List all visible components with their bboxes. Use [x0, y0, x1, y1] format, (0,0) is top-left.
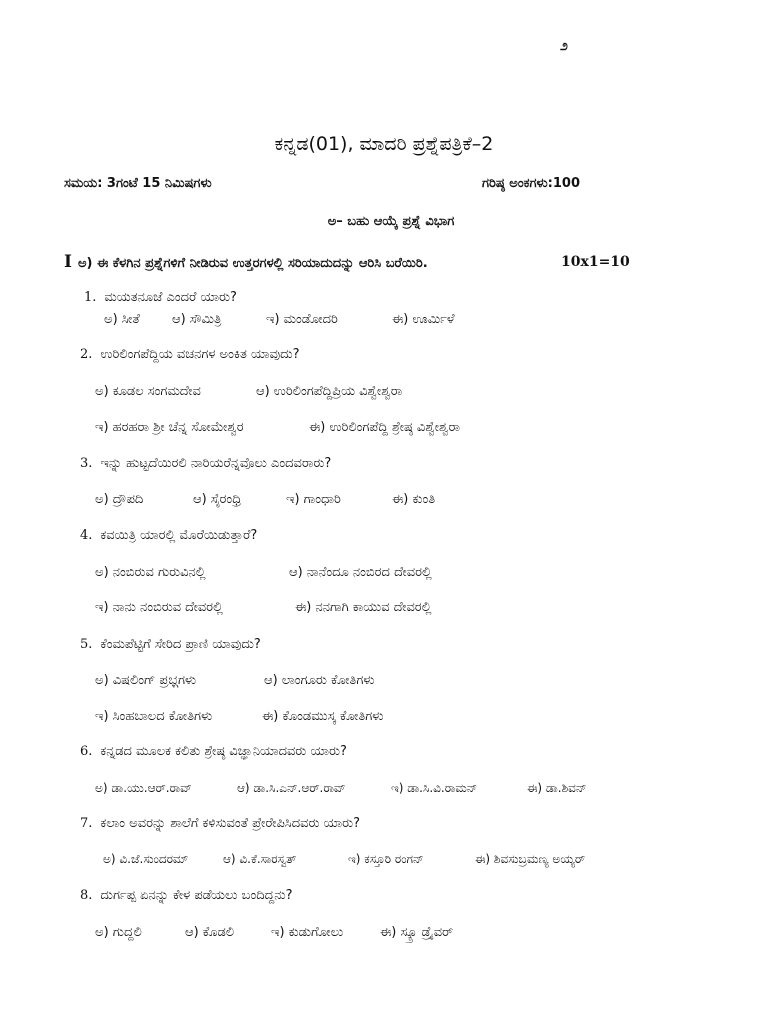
section-heading: ಅ– ಬಹು ಆಯ್ಕೆ ಪ್ರಶ್ನೆ ವಿಭಾಗ [327, 214, 455, 229]
option-d: ಈ) ಕುಂತಿ [392, 492, 436, 507]
question-5-options-row-1 [95, 673, 375, 688]
question-4-options-row-1 [95, 565, 432, 580]
option-c: ಇ) ಡಾ.ಸಿ.ವಿ.ರಾಮನ್ [391, 781, 478, 795]
question-text: ಕೆಂಮಪೆಟ್ಟಿಗೆ ಸೇರಿದ ಪ್ರಾಣಿ ಯಾವುದು? [100, 637, 261, 652]
question-8 [80, 888, 292, 903]
option-d: ಈ) ಊರ್ಮಿಳೆ [392, 312, 455, 327]
option-b: ಆ) ಸೌಮಿತ್ರಿ [172, 312, 222, 327]
option-c: ಇ) ಹರಹರಾ ಶ್ರೀ ಚೆನ್ನ ಸೋಮೇಶ್ವರ [95, 420, 244, 435]
question-1-options [104, 312, 455, 327]
question-4 [80, 528, 257, 543]
option-a: ಅ) ವಿಷಲಿಂಗ್ ಪ್ರಭ್ಗಗಳು [95, 673, 197, 688]
question-2-options-row-1 [95, 384, 402, 399]
question-5 [80, 637, 261, 652]
question-2-options-row-2 [95, 420, 460, 435]
question-3 [80, 456, 331, 471]
question-text: ಕಲಾಂ ಅವರನ್ನು ಶಾಲೆಗೆ ಕಳಿಸುವಂತೆ ಪ್ರೇರೇಪಿಸಿದವರು ಯಾರು? [100, 816, 361, 831]
option-a: ಅ) ದ್ರೌಪದಿ [95, 492, 144, 507]
option-c: ಇ) ಸಿಂಹಬಾಲದ ಕೋತಿಗಳು [95, 709, 213, 724]
instruction-marks: 10x1=10 [561, 254, 630, 270]
question-7-options [103, 852, 585, 867]
question-text: ಕನ್ನಡದ ಮೂಲಕ ಕಲಿತು ಶ್ರೇಷ್ಠ ವಿಜ್ಞಾನಿಯಾದವರು ಯಾರು? [100, 744, 347, 759]
option-b: ಆ) ನಾನೆಂದೂ ನಂಬಿರದ ದೇವರಲ್ಲಿ [289, 565, 432, 580]
option-a: ಅ) ಸೀತೆ [104, 312, 140, 327]
question-text: ಕವಯಿತ್ರಿ ಯಾರಲ್ಲಿ ಮೊರೆಯಿಡುತ್ತಾರೆ? [100, 528, 258, 543]
option-b: ಆ) ಡಾ.ಸಿ.ಎನ್.ಆರ್.ರಾವ್ [237, 781, 346, 795]
option-b: ಆ) ಸೈರಂಧ್ರಿ [193, 492, 242, 507]
option-d: ಈ) ನನಗಾಗಿ ಕಾಯುವ ದೇವರಲ್ಲಿ [295, 600, 432, 615]
option-d: ಈ) ಉರಿಲಿಂಗಪೆದ್ದಿ ಶ್ರೇಷ್ಠ ವಿಶ್ವೇಶ್ವರಾ [309, 420, 460, 435]
question-number: 8. [80, 888, 93, 903]
instruction-text: ಅ) ಈ ಕೆಳಗಿನ ಪ್ರಶ್ನೆಗಳಿಗೆ ನೀಡಿರುವ ಉತ್ತರಗಳಲ್ಲಿ ಸರಿಯಾದುದನ್ನು ಆರಿಸಿ ಬರೆಯಿರಿ. [77, 256, 428, 271]
question-7 [80, 816, 360, 831]
option-c: ಇ) ಮಂಡೋದರಿ [266, 312, 338, 327]
option-d: ಈ) ಶಿವಸುಬ್ರಮಣ್ಯ ಅಯ್ಯರ್ [475, 852, 586, 866]
question-4-options-row-2 [95, 600, 432, 615]
instruction-roman: I [64, 252, 72, 272]
option-c: ಇ) ಕಸ್ತೂರಿ ರಂಗನ್ [348, 852, 424, 866]
question-number: 2. [80, 347, 93, 362]
option-b: ಆ) ಉರಿಲಿಂಗಪೆದ್ದಿಪ್ರಿಯ ವಿಶ್ವೇಶ್ವರಾ [256, 384, 403, 399]
option-b: ಆ) ಲಾಂಗೂರು ಕೋತಿಗಳು [264, 673, 375, 688]
exam-duration: ಸಮಯ: 3ಗಂಟೆ 15 ನಿಮಿಷಗಳು [64, 176, 212, 191]
option-a: ಅ) ಕೂಡಲ ಸಂಗಮದೇವ [95, 384, 201, 399]
page-number: ೨ [560, 38, 568, 54]
question-text: ಉರಿಲಿಂಗಪೆದ್ದಿಯ ವಚನಗಳ ಅಂಕಿತ ಯಾವುದು? [100, 347, 300, 362]
option-d: ಈ) ಡಾ.ಶಿವನ್ [527, 781, 587, 795]
question-text: ಇನ್ನು ಹುಟ್ಟದೆಯಿರಲಿ ನಾರಿಯರೆನ್ನವೊಲು ಎಂದವರಾರು? [100, 456, 332, 471]
question-text: ಮಯತನೂಜೆ ಎಂದರೆ ಯಾರು? [104, 290, 237, 305]
question-1 [84, 290, 237, 305]
question-6 [80, 744, 347, 759]
option-c: ಇ) ಕುಡುಗೋಲು [271, 925, 344, 940]
max-marks: ಗರಿಷ್ಠ ಅಂಕಗಳು:100 [482, 176, 580, 191]
question-text: ದುರ್ಗಪ್ಪ ಏನನ್ನು ಕೇಳ ಪಡೆಯಲು ಬಂದಿದ್ದನು? [100, 888, 293, 903]
option-a: ಅ) ಗುದ್ದಲಿ [95, 925, 142, 940]
paper-title: ಕನ್ನಡ(01), ಮಾದರಿ ಪ್ರಶ್ನೆಪತ್ರಿಕೆ–2 [274, 133, 494, 155]
option-c: ಇ) ನಾನು ನಂಬಿರುವ ದೇವರಲ್ಲಿ [95, 600, 223, 615]
question-3-options [95, 492, 435, 507]
question-8-options [95, 925, 453, 940]
option-a: ಅ) ಡಾ.ಯು.ಆರ್.ರಾವ್ [95, 781, 192, 795]
question-number: 1. [84, 290, 97, 305]
question-number: 7. [80, 816, 93, 831]
option-a: ಅ) ನಂಬಿರುವ ಗುರುವಿನಲ್ಲಿ [95, 565, 206, 580]
question-6-options [95, 781, 586, 796]
question-number: 5. [80, 637, 93, 652]
option-b: ಆ) ವಿ.ಕೆ.ಸಾರಸ್ವತ್ [223, 852, 297, 866]
option-a: ಅ) ವಿ.ಜೆ.ಸುಂದರಮ್ [103, 852, 189, 866]
question-number: 3. [80, 456, 93, 471]
instruction [64, 252, 428, 272]
option-c: ಇ) ಗಾಂಧಾರಿ [286, 492, 341, 507]
question-2 [80, 347, 300, 362]
option-d: ಈ) ಸ್ಕ್ರೂ ಡ್ರೈವರ್ [380, 925, 454, 940]
option-d: ಈ) ಕೊಂಡಮುಸ್ಕ ಕೋತಿಗಳು [262, 709, 384, 724]
question-number: 6. [80, 744, 93, 759]
option-b: ಆ) ಕೊಡಲಿ [185, 925, 235, 940]
question-5-options-row-2 [95, 709, 383, 724]
question-number: 4. [80, 528, 93, 543]
